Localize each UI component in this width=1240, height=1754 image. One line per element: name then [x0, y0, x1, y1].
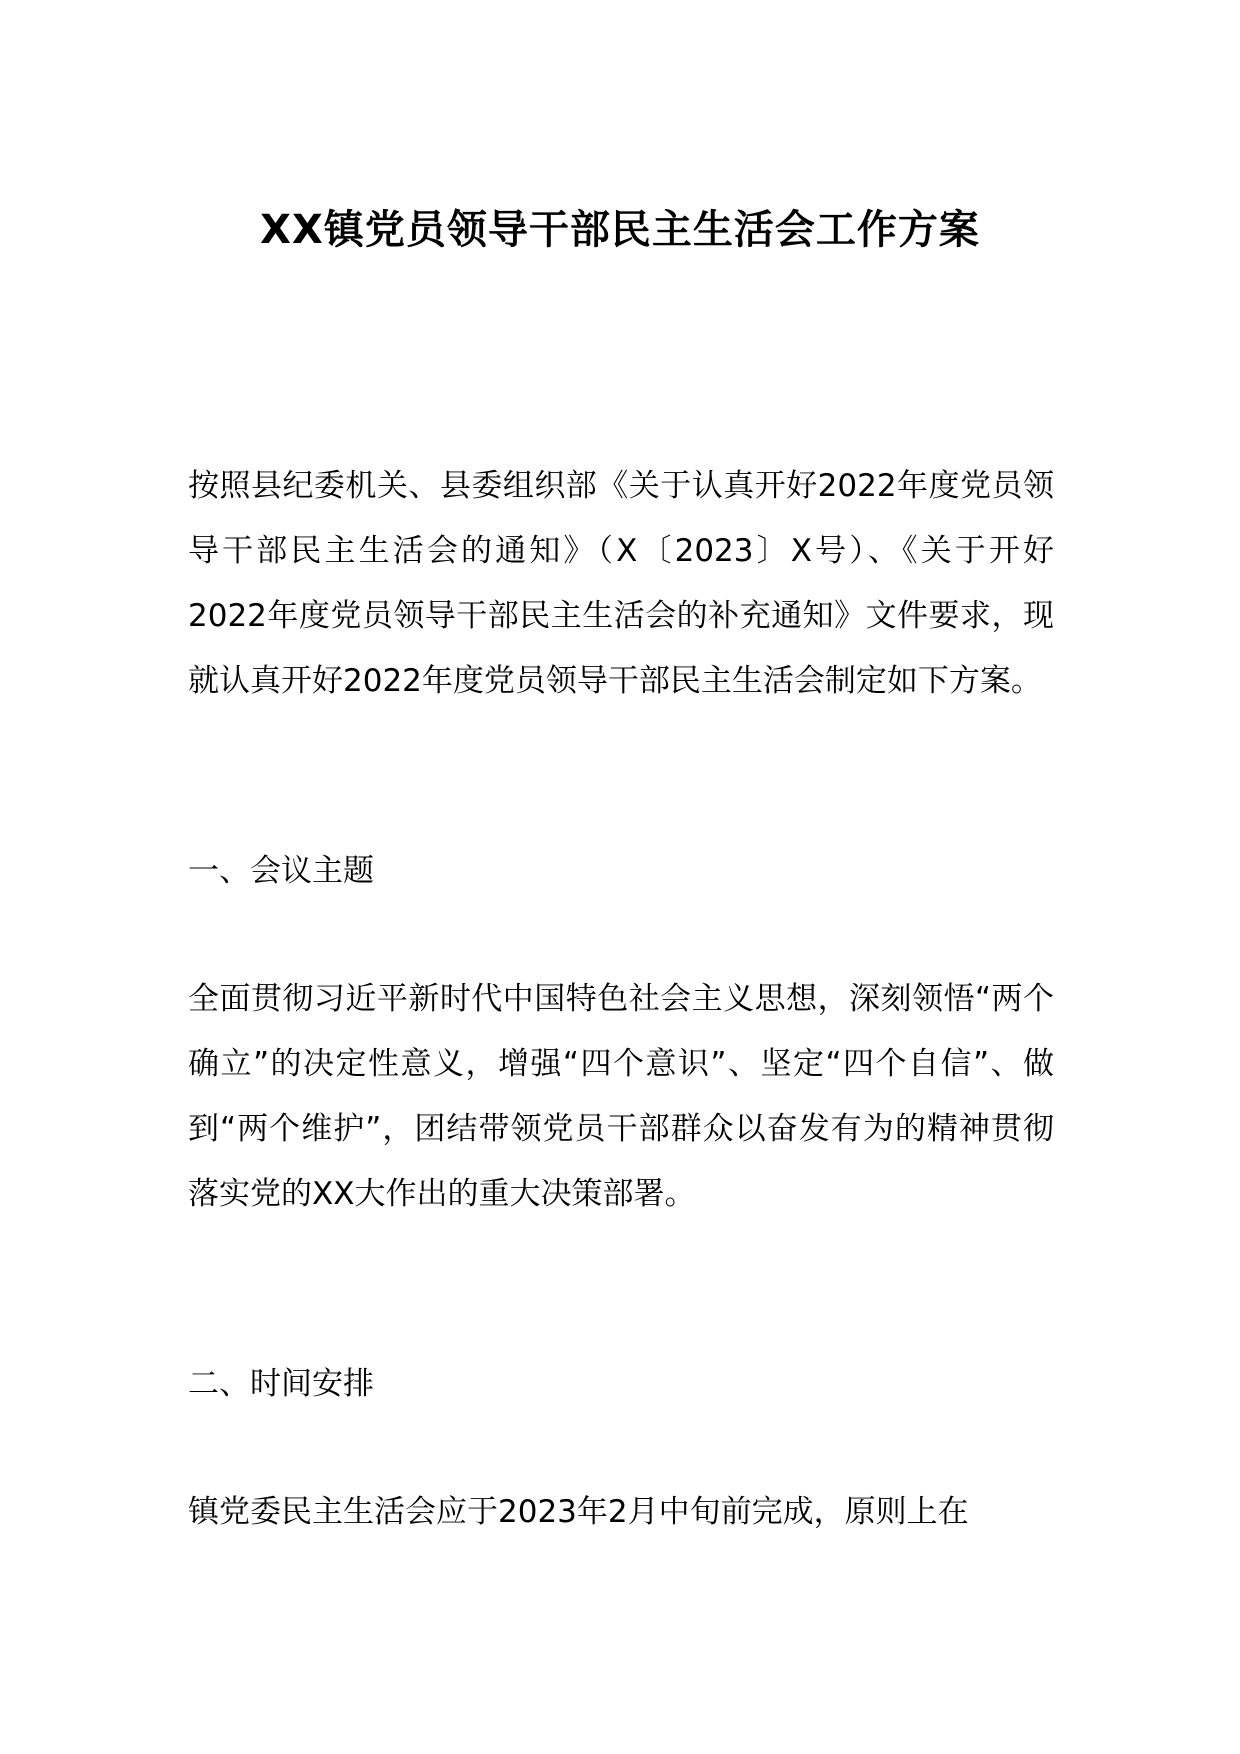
intro-paragraph: 按照县纪委机关、县委组织部《关于认真开好2022年度党员领导干部民主生活会的通知》（X〔2023〕X号）、《关于开好2022年度党员领导干部民主生活会的补充通知》文件要求，现就认真开好2022年度党员领导干部民主生活会制定如下方案。 [188, 468, 1054, 699]
section-body-schedule: 镇党委民主生活会应于2023年2月中旬前完成，原则上在 [188, 1494, 969, 1530]
page-title: XX镇党员领导干部民主生活会工作方案 [260, 207, 980, 253]
section-heading-schedule: 二、时间安排 [188, 1366, 374, 1402]
section-heading-theme: 一、会议主题 [188, 853, 374, 889]
section-body-theme: 全面贯彻习近平新时代中国特色社会主义思想，深刻领悟“两个确立”的决定性意义，增强“四个意识”、坚定“四个自信”、做到“两个维护”，团结带领党员干部群众以奋发有为的精神贯彻落实党的XX大作出的重大决策部署。 [188, 981, 1054, 1212]
